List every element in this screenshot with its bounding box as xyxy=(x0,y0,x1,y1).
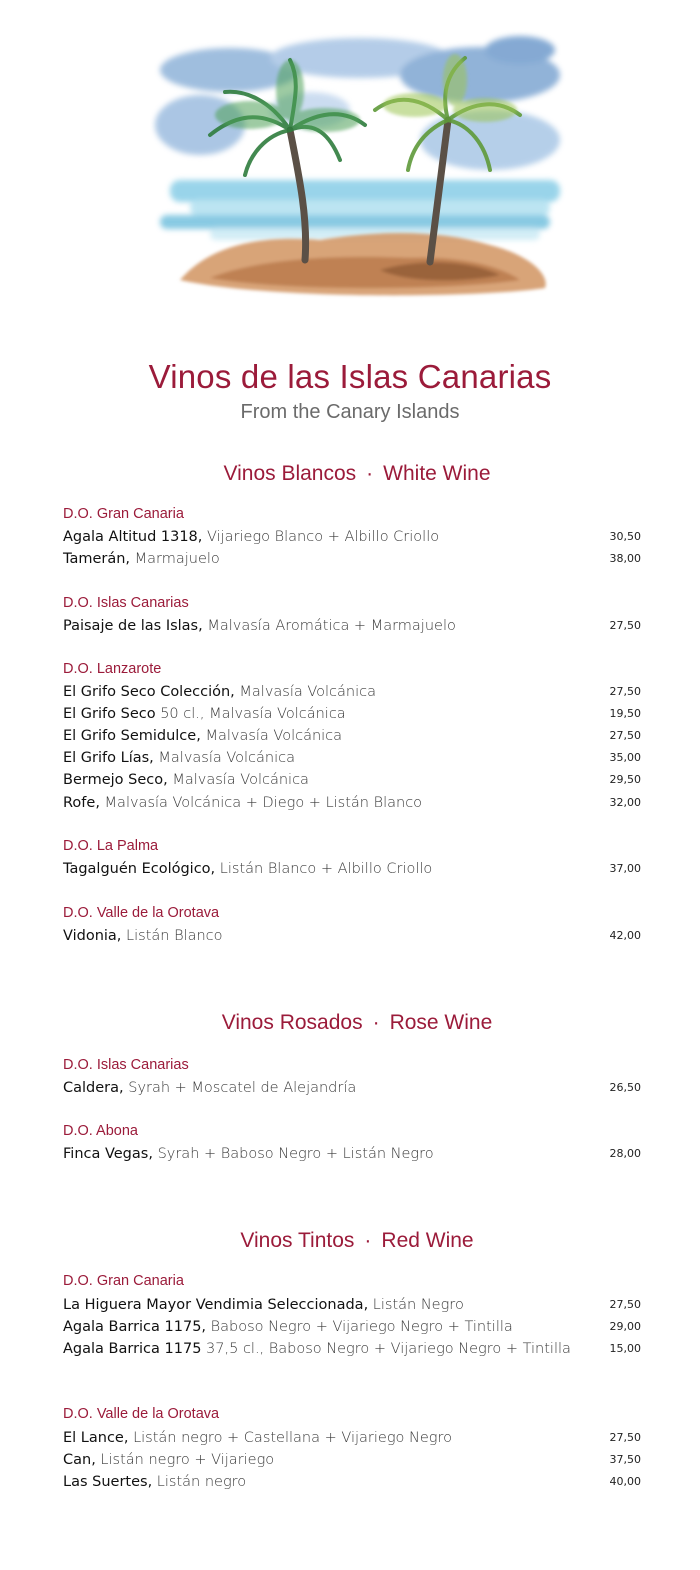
menu-title: Vinos de las Islas Canarias xyxy=(148,358,552,395)
wine-row xyxy=(63,1317,641,1337)
wine-name: Agala Altitud 1318, xyxy=(63,529,203,545)
wine-row xyxy=(63,726,641,746)
wine-name: Tagalguén Ecológico, xyxy=(63,861,216,877)
wine-grapes: Malvasía Volcánica xyxy=(205,728,343,744)
wine-grapes: 37,5 cl., Baboso Negro + Vijariego Negro + Tintilla xyxy=(206,1341,571,1357)
do-label: D.O. Islas Canarias xyxy=(63,1057,189,1073)
wine-row xyxy=(63,1078,641,1098)
wine-grapes: Malvasía Volcánica xyxy=(172,772,309,788)
wine-name: El Grifo Seco Colección, xyxy=(63,684,235,700)
wine-price: 35,00 xyxy=(609,751,641,764)
wine-name: Agala Barrica 1175 xyxy=(63,1341,202,1357)
wine-price: 19,50 xyxy=(609,707,641,720)
wine-grapes: Listán negro + Castellana + Vijariego Negro xyxy=(133,1430,452,1446)
wine-grapes: Baboso Negro + Vijariego Negro + Tintilla xyxy=(210,1319,513,1335)
wine-grapes: Vijariego Blanco + Albillo Criollo xyxy=(207,529,440,545)
wine-row xyxy=(63,770,641,790)
wine-grapes: Malvasía Volcánica xyxy=(158,750,295,766)
wine-name: Paisaje de las Islas, xyxy=(63,618,203,634)
wine-grapes: Listán negro xyxy=(156,1474,247,1490)
wine-row xyxy=(63,926,641,946)
wine-price: 27,50 xyxy=(609,1431,641,1444)
wine-price: 32,00 xyxy=(609,796,641,809)
wine-price: 27,50 xyxy=(609,1298,641,1311)
wine-price: 15,00 xyxy=(609,1342,641,1355)
wine-name: Finca Vegas, xyxy=(63,1146,153,1162)
wine-price: 27,50 xyxy=(609,619,641,632)
wine-grapes: Listán Negro xyxy=(372,1297,464,1313)
wine-name: Tamerán, xyxy=(63,551,131,567)
wine-grapes: Malvasía Aromática + Marmajuelo xyxy=(207,618,456,634)
wine-price: 29,00 xyxy=(609,1320,641,1333)
wine-grapes: Syrah + Moscatel de Alejandría xyxy=(128,1080,357,1096)
wine-price: 26,50 xyxy=(609,1081,641,1094)
do-label: D.O. Gran Canaria xyxy=(63,506,184,522)
wine-row xyxy=(63,1428,641,1448)
wine-price: 27,50 xyxy=(609,685,641,698)
wine-row xyxy=(63,682,641,702)
wine-row xyxy=(63,527,641,547)
wine-price: 29,50 xyxy=(609,773,641,786)
wine-row xyxy=(63,1295,641,1315)
wine-grapes: Marmajuelo xyxy=(134,551,220,567)
wine-name: Rofe, xyxy=(63,795,100,811)
palm-trees-illustration xyxy=(150,30,570,310)
heading-separator: · xyxy=(372,1011,380,1034)
wine-grapes: Listán negro + Vijariego xyxy=(100,1452,275,1468)
do-label: D.O. Lanzarote xyxy=(63,661,162,677)
section-heading-white-wine xyxy=(0,462,700,486)
heading-separator: · xyxy=(364,1229,372,1252)
wine-price: 27,50 xyxy=(609,729,641,742)
wine-row xyxy=(63,793,641,813)
menu-subtitle: From the Canary Islands xyxy=(240,401,460,423)
wine-row xyxy=(63,704,641,724)
wine-grapes: Malvasía Volcánica + Diego + Listán Blanco xyxy=(104,795,423,811)
wine-name: El Grifo Lías, xyxy=(63,750,154,766)
section-heading-en: White Wine xyxy=(383,462,491,485)
do-label: D.O. Gran Canaria xyxy=(63,1273,184,1289)
wine-name: Can, xyxy=(63,1452,96,1468)
wine-name: Agala Barrica 1175, xyxy=(63,1319,207,1335)
wine-row xyxy=(63,616,641,636)
wine-grapes: Listán Blanco + Albillo Criollo xyxy=(219,861,433,877)
section-heading-es: Vinos Tintos xyxy=(240,1229,355,1252)
wine-price: 40,00 xyxy=(609,1475,641,1488)
section-heading-es: Vinos Rosados xyxy=(221,1011,363,1034)
wine-name: La Higuera Mayor Vendimia Seleccionada, xyxy=(63,1297,369,1313)
wine-row xyxy=(63,1472,641,1492)
wine-name: El Lance, xyxy=(63,1430,129,1446)
wine-name: El Grifo Seco xyxy=(63,706,156,722)
do-label: D.O. La Palma xyxy=(63,838,159,854)
wine-price: 30,50 xyxy=(609,530,641,543)
wine-price: 28,00 xyxy=(609,1147,641,1160)
wine-grapes: Malvasía Volcánica xyxy=(239,684,376,700)
wine-price: 38,00 xyxy=(609,552,641,565)
wine-price: 37,00 xyxy=(609,862,641,875)
do-label: D.O. Valle de la Orotava xyxy=(63,905,220,921)
section-heading-rose-wine xyxy=(0,1011,700,1035)
section-heading-en: Red Wine xyxy=(381,1229,474,1252)
wine-name: Las Suertes, xyxy=(63,1474,153,1490)
section-heading-red-wine xyxy=(0,1229,700,1253)
do-label: D.O. Abona xyxy=(63,1123,138,1139)
wine-name: Bermejo Seco, xyxy=(63,772,168,788)
wine-row xyxy=(63,1339,641,1359)
wine-grapes: Listán Blanco xyxy=(126,928,223,944)
section-heading-es: Vinos Blancos xyxy=(223,462,357,485)
do-label: D.O. Valle de la Orotava xyxy=(63,1406,220,1422)
do-label: D.O. Islas Canarias xyxy=(63,595,189,611)
heading-separator: · xyxy=(366,462,374,485)
wine-row xyxy=(63,748,641,768)
wine-grapes: 50 cl., Malvasía Volcánica xyxy=(160,706,346,722)
wine-row xyxy=(63,549,641,569)
wine-grapes: Syrah + Baboso Negro + Listán Negro xyxy=(157,1146,434,1162)
wine-row xyxy=(63,1450,641,1470)
wine-name: Vidonia, xyxy=(63,928,122,944)
wine-row xyxy=(63,859,641,879)
wine-price: 42,00 xyxy=(609,929,641,942)
wine-row xyxy=(63,1144,641,1164)
wine-name: Caldera, xyxy=(63,1080,124,1096)
wine-price: 37,50 xyxy=(609,1453,641,1466)
section-heading-en: Rose Wine xyxy=(389,1011,493,1034)
wine-name: El Grifo Semidulce, xyxy=(63,728,201,744)
